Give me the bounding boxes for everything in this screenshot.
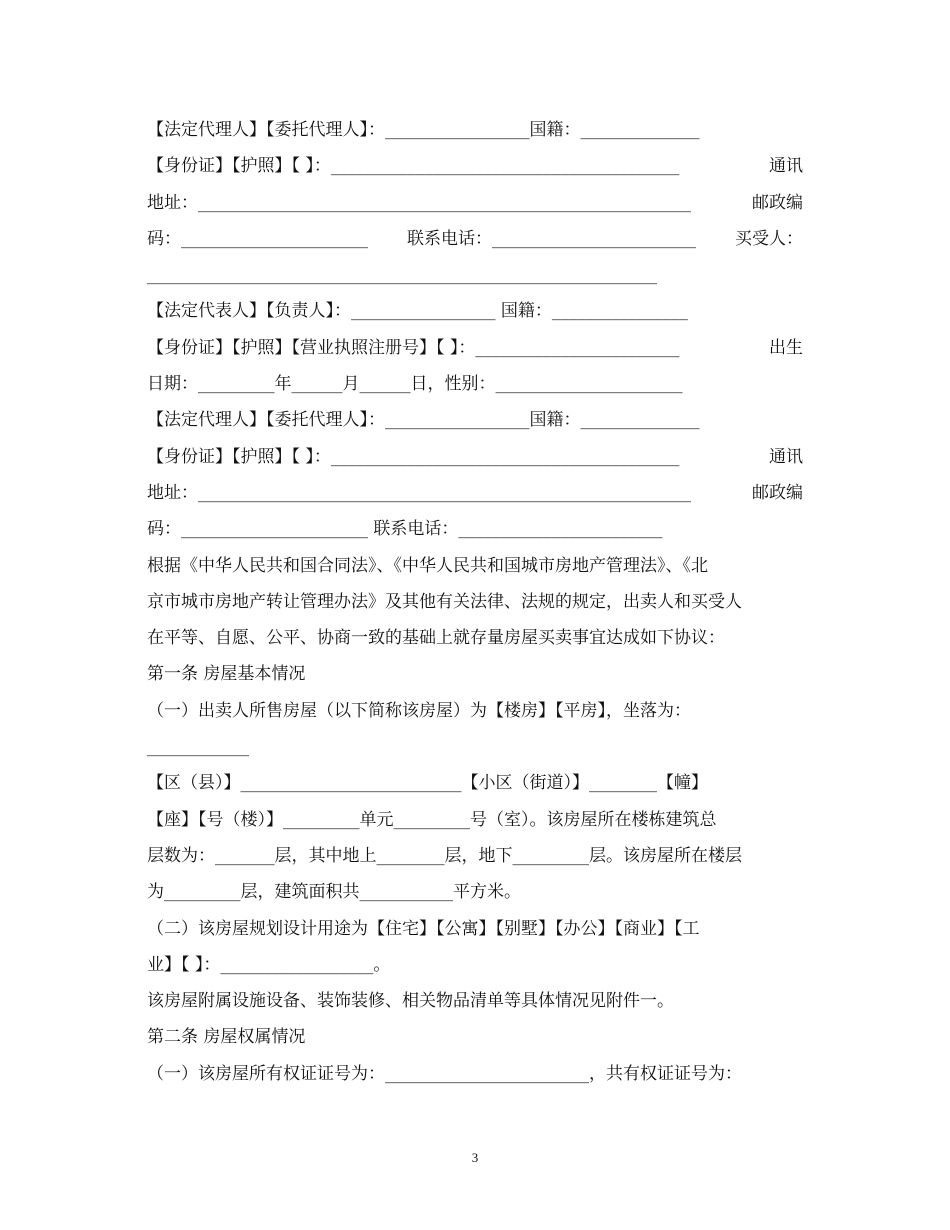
contract-body [147,112,803,1092]
text-line: 京市城市房地产转让管理办法》及其他有关法律、法规的规定，出卖人和买受人 [147,591,742,612]
text-line: 【法定代理人】【委托代理人】：_________________国籍：______________ [147,410,700,431]
text-line: 码：______________________ 联系电话：________________________ [147,519,663,540]
text-line: 该房屋附属设施设备、装饰装修、相关物品清单等具体情况见附件一。 [147,991,674,1012]
text-line: 【法定代表人】【负责人】：_________________ 国籍：________________ [147,301,688,322]
text-line: （二）该房屋规划设计用途为【住宅】【公寓】【别墅】【办公】【商业】【工 [147,918,700,939]
text-segment: 邮政编 [752,192,803,213]
text-line: 日期：_________年______月______日，性别：______________________ [147,374,683,395]
text-line: 根据《中华人民共和国合同法》、《中华人民共和国城市房地产管理法》、《北 [147,555,708,576]
page-number: 3 [471,1150,479,1165]
text-line: （一）该房屋所有权证证号为：________________________，共有权证证号为： [147,1063,742,1084]
article-heading: 第一条 房屋基本情况 [147,664,306,685]
text-line: ____________________________________________________________ [147,265,657,286]
text-line [147,439,803,475]
text-segment: 通讯 [769,156,803,177]
text-line: 业】【 】：__________________。 [147,954,391,975]
text-segment: 【身份证】【护照】【 】：_________________________________________ [147,446,680,467]
text-segment: 【身份证】【护照】【营业执照注册号】【 】：________________________ [147,337,680,358]
text-segment: 出生 [769,337,803,358]
text-segment: 码：______________________ [147,228,368,249]
text-line [147,221,803,257]
text-line: 【座】【号（楼）】_________单元_________号（室）。该房屋所在楼栋建筑总 [147,809,717,830]
text-segment: 【身份证】【护照】【 】：_________________________________________ [147,156,680,177]
text-line [147,330,803,366]
text-segment: 通讯 [769,446,803,467]
text-line [147,475,803,511]
text-segment: 买受人： [735,228,803,249]
text-line: （一）出卖人所售房屋（以下简称该房屋）为【楼房】【平房】，坐落为： [147,700,691,721]
text-line: 【区（县）】__________________________【小区（街道）】________【幢】 [147,773,708,794]
text-line [147,148,803,184]
text-line: ____________ [147,737,249,758]
text-segment: 联系电话：________________________ [407,228,696,249]
text-line: 层数为：_______层，其中地上________层，地下_________层。该房屋所在楼层 [147,845,742,866]
article-heading: 第二条 房屋权属情况 [147,1027,306,1048]
text-segment: 地址：__________________________________________________________ [147,482,691,503]
text-line: 【法定代理人】【委托代理人】：_________________国籍：______________ [147,120,700,140]
text-segment: 地址：__________________________________________________________ [147,192,691,213]
text-line: 为_________层，建筑面积共___________平方米。 [147,882,521,903]
text-line [147,185,803,221]
text-line: 在平等、自愿、公平、协商一致的基础上就存量房屋买卖事宜达成如下协议： [147,628,725,649]
text-segment: 邮政编 [752,482,803,503]
